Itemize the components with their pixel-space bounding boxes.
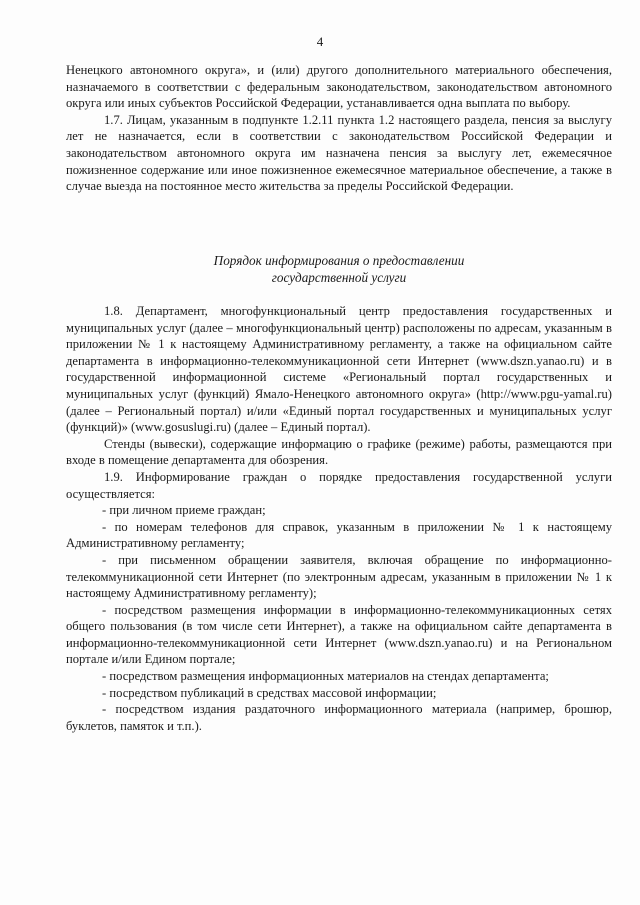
paragraph-1-7: 1.7. Лицам, указанным в подпункте 1.2.11 пункта 1.2 настоящего раздела, пенсия за выслугу лет не назначается, если в соответствии с законодательством Российской Федерации и законодательством автономного округа им назначена пенсия за выслугу лет, ежемесячное пожизненное содержание или иное пожизненное ежемесячное материальное обеспечение, а также в случае выезда на постоянное место жительства за пределы Российской Федерации. [66,112,612,194]
paragraph-continuation: Ненецкого автономного округа», и (или) другого дополнительного материального обеспечения, назначаемого в соответствии с федеральным законодательством, законодательством автономного округа или иных субъектов Российской Федерации, устанавливается одна выплата по выбору. [66,63,612,111]
list-item-personal-reception: - при личном приеме граждан; [102,503,266,518]
list-item-phone: - по номерам телефонов для справок, указанным в приложении № 1 к настоящему Административному регламенту; [66,519,612,551]
list-item-internet: - посредством размещения информации в информационно-телекоммуникационных сетях общего пользования (в том числе сети Интернет), а также на официальном сайте департамента в информационно-телекоммуникационной сети Интернет (www.dszn.yanao.ru) и на Региональном портале и/или Едином портале; [66,602,612,667]
top-text-block [66,62,612,195]
list-item-handouts: - посредством издания раздаточного информационного материала (например, брошюр, буклетов, памяток и т.п.). [66,702,612,733]
section-heading [66,252,612,286]
paragraph-stands: Стенды (вывески), содержащие информацию о графике (режиме) работы, размещаются при входе в помещение департамента для обозрения. [66,436,612,468]
list-item-mass-media: - посредством публикаций в средствах массовой информации; [102,685,437,700]
section-heading-line-2: государственной услуги [271,270,407,285]
main-text-block [66,303,612,734]
section-heading-line-1: Порядок информирования о предоставлении [213,253,465,268]
paragraph-1-8: 1.8. Департамент, многофункциональный центр предоставления государственных и муниципальных услуг (далее – многофункциональный центр) расположены по адресам, указанным в приложении № 1 к настоящему Административному регламенту, а также на официальном сайте департамента в информационно-телекоммуникационной сети Интернет (www.dszn.yanao.ru) и в государственной информационной системе «Региональный портал государственных и муниципальных услуг (функций) Ямало-Ненецкого автономного округа» (http://www.pgu-yamal.ru) (далее – Региональный портал) и/или «Единый портал государственных и муниципальных услуг (функций)» (www.gosuslugi.ru) (далее – Единый портал). [66,304,612,435]
page-number: 4 [316,34,324,49]
list-item-stands: - посредством размещения информационных материалов на стендах департамента; [102,669,549,684]
paragraph-1-9: 1.9. Информирование граждан о порядке предоставления государственной услуги осуществляется: [66,469,612,501]
list-item-written-request: - при письменном обращении заявителя, включая обращение по информационно-телекоммуникационной сети Интернет (по электронным адресам, указанным в приложении № 1 к настоящему Административному регламенту); [66,552,612,601]
